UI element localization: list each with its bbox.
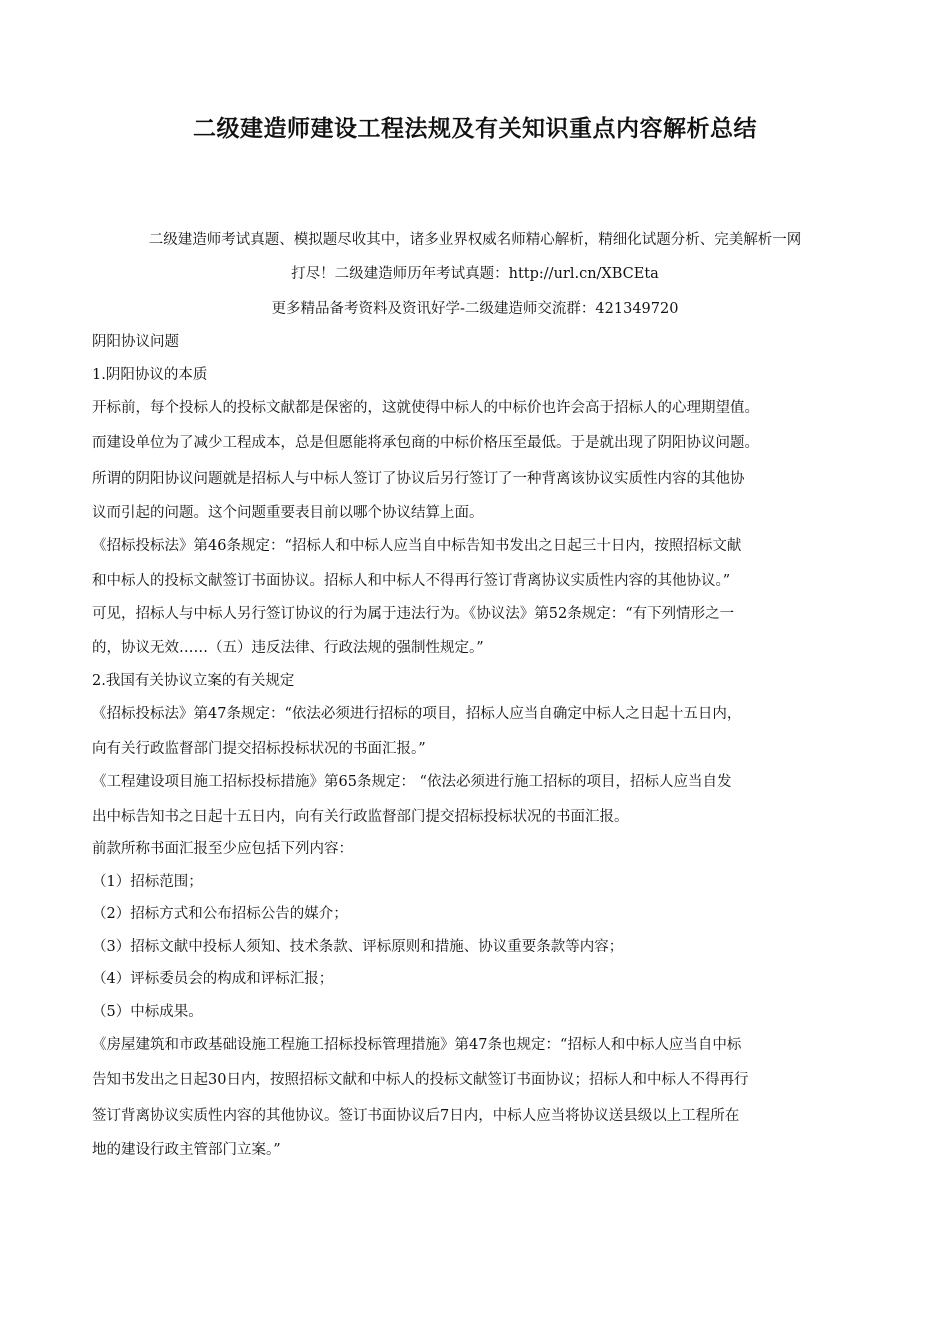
list-item: （2）招标方式和公布招标公告的媒介；: [92, 906, 348, 923]
list-item: （5）中标成果。: [92, 1003, 203, 1020]
paragraph-line: 《招标投标法》第46条规定：“招标人和中标人应当自中标告知书发出之日起三十日内，按照招标文献: [92, 538, 742, 555]
subsection-heading: 1.阴阳协议的本质: [92, 366, 208, 383]
paragraph-line: 的，协议无效……（五）违反法律、行政法规的强制性规定。”: [92, 640, 484, 657]
paragraph-line: 地的建设行政主管部门立案。”: [92, 1141, 281, 1158]
intro-line-3: 更多精品备考资料及资讯好学-二级建造师交流群：421349720: [271, 301, 679, 317]
section-heading: 阴阳协议问题: [92, 334, 179, 350]
intro-line-2: 打尽！二级建造师历年考试真题：http://url.cn/XBCEta: [291, 266, 659, 282]
paragraph-line: 议而引起的问题。这个问题重要表目前以哪个协议结算上面。: [92, 504, 484, 521]
paragraph-line: 出中标告知书之日起十五日内，向有关行政监督部门提交招标投标状况的书面汇报。: [92, 808, 629, 825]
list-item: （4）评标委员会的构成和评标汇报；: [92, 971, 334, 988]
paragraph-line: 所谓的阴阳协议问题就是招标人与中标人签订了协议后另行签订了一种背离该协议实质性内容的其他协: [92, 470, 745, 487]
paragraph-line: 可见，招标人与中标人另行签订协议的行为属于违法行为。《协议法》第52条规定：“有下列情形之一: [92, 606, 735, 623]
list-item: （3）招标文献中投标人须知、技术条款、评标原则和措施、协议重要条款等内容；: [92, 938, 624, 955]
paragraph-line: 和中标人的投标文献签订书面协议。招标人和中标人不得再行签订背离协议实质性内容的其他协议。”: [92, 572, 731, 589]
intro-line-1: 二级建造师考试真题、模拟题尽收其中，诸多业界权威名师精心解析，精细化试题分析、完美解析一网: [148, 232, 802, 248]
paragraph-line: 开标前，每个投标人的投标文献都是保密的，这就使得中标人的中标价也许会高于招标人的心理期望值。: [92, 400, 759, 416]
document-title: 二级建造师建设工程法规及有关知识重点内容解析总结: [193, 116, 757, 142]
subsection-heading: 2.我国有关协议立案的有关规定: [92, 672, 295, 689]
paragraph-line: 向有关行政监督部门提交招标投标状况的书面汇报。”: [92, 740, 426, 757]
paragraph-line: 而建设单位为了减少工程成本，总是但愿能将承包商的中标价格压至最低。于是就出现了阴阳协议问题。: [92, 435, 759, 452]
paragraph-line: 《工程建设项目施工招标投标措施》第65条规定： “依法必须进行施工招标的项目，招标人应当自发: [92, 774, 732, 791]
paragraph-line: 前款所称书面汇报至少应包括下列内容：: [92, 841, 353, 858]
paragraph-line: 签订背离协议实质性内容的其他协议。签订书面协议后7日内，中标人应当将协议送县级以上工程所在: [92, 1107, 740, 1124]
paragraph-line: 《招标投标法》第47条规定：“依法必须进行招标的项目，招标人应当自确定中标人之日起十五日内，: [92, 706, 742, 723]
paragraph-line: 《房屋建筑和市政基础设施工程施工招标投标管理措施》第47条也规定：“招标人和中标人应当自中标: [92, 1037, 742, 1054]
paragraph-line: 告知书发出之日起30日内，按照招标文献和中标人的投标文献签订书面协议；招标人和中标人不得再行: [92, 1072, 749, 1089]
list-item: （1）招标范围；: [92, 873, 203, 890]
document-body: [92, 326, 862, 1166]
